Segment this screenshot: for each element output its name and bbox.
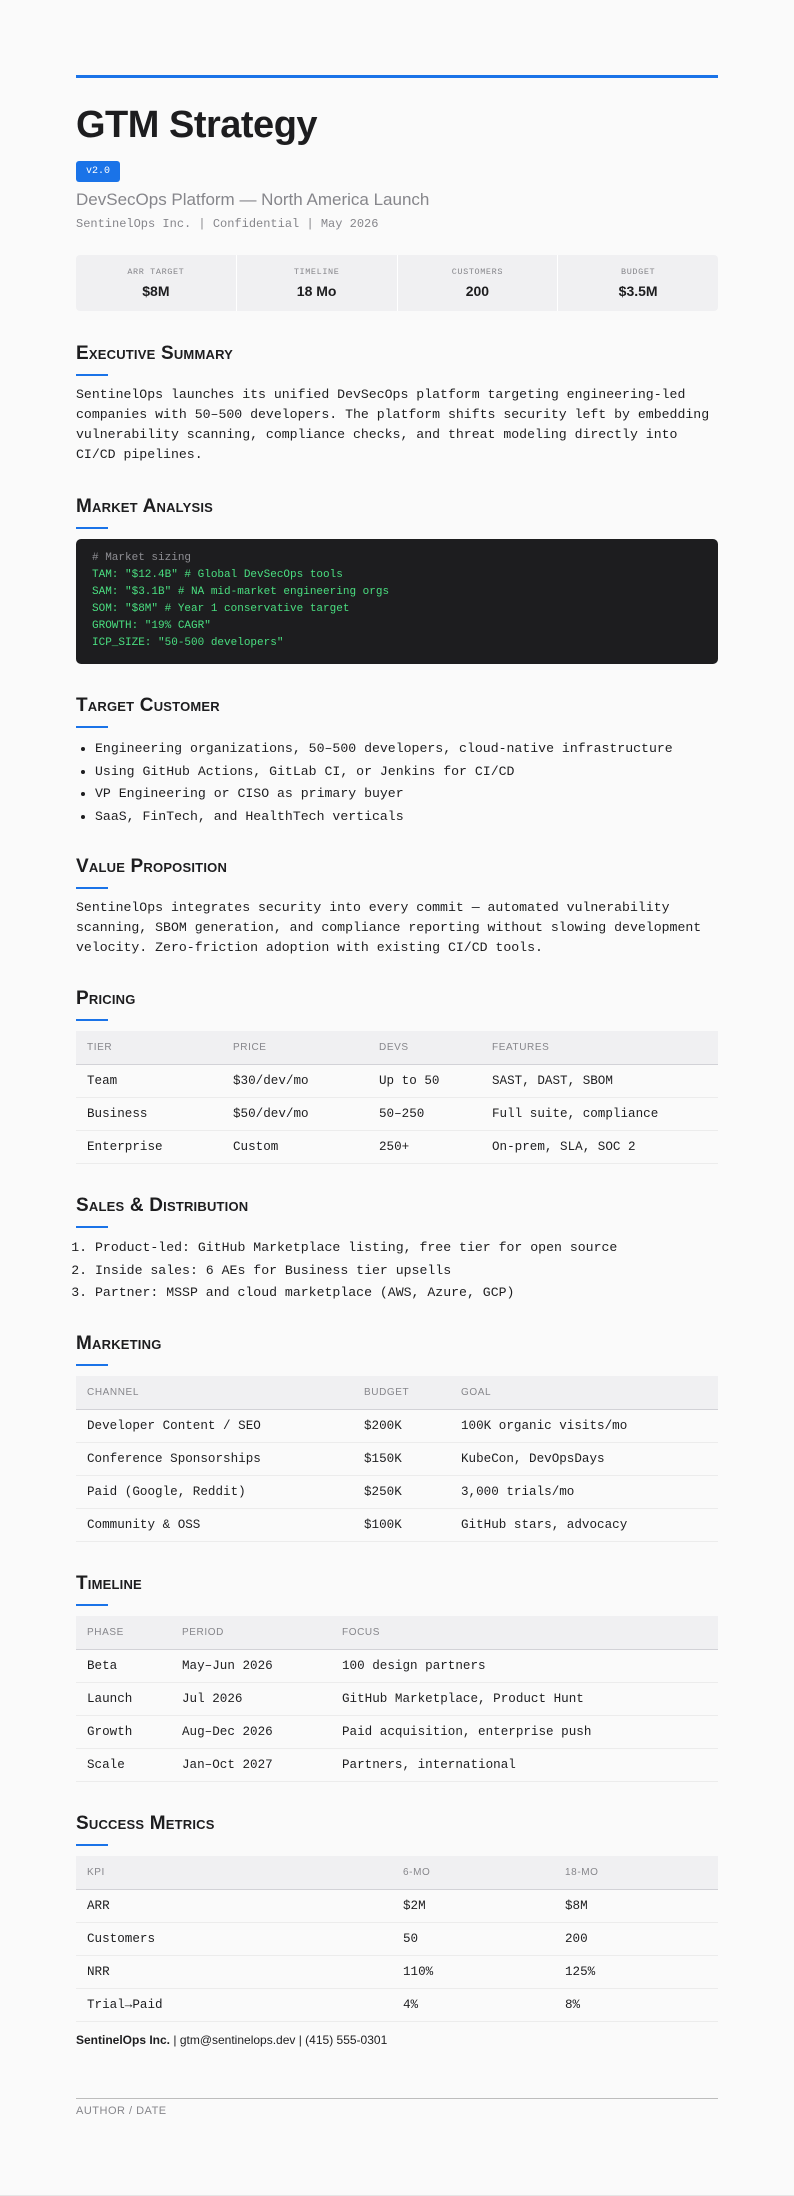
stat-label: BUDGET xyxy=(621,267,656,277)
section-heading: Pricing xyxy=(76,988,136,1009)
table-cell: 4% xyxy=(392,1989,554,2022)
code-line: GROWTH: "19% CAGR" xyxy=(92,620,211,632)
column-header: FEATURES xyxy=(481,1031,718,1065)
table-header-row xyxy=(76,1376,718,1410)
table-cell: 125% xyxy=(554,1956,718,1989)
column-header: DEVS xyxy=(368,1031,481,1065)
code-line: SOM: "$8M" # Year 1 conservative target xyxy=(92,603,350,615)
table-cell: 100K organic visits/mo xyxy=(450,1410,718,1443)
list-item: • SaaS, FinTech, and HealthTech verticals xyxy=(95,806,718,829)
section-target-customer xyxy=(76,695,718,828)
author-date-label: AUTHOR / DATE xyxy=(76,2105,167,2117)
section-value-proposition xyxy=(76,856,718,958)
table-cell: $250K xyxy=(353,1476,450,1509)
table-cell: 250+ xyxy=(368,1131,481,1164)
heading-underline xyxy=(76,1364,108,1366)
footer-company: SentinelOps Inc. xyxy=(76,2033,171,2047)
table-row xyxy=(76,1098,718,1131)
table-row xyxy=(76,1749,718,1782)
table-cell: Paid acquisition, enterprise push xyxy=(331,1716,718,1749)
table-cell: $8M xyxy=(554,1890,718,1923)
table-cell: Aug–Dec 2026 xyxy=(171,1716,331,1749)
table-cell: ARR xyxy=(76,1890,392,1923)
code-line: SAM: "$3.1B" # NA mid-market engineering orgs xyxy=(92,586,390,598)
table-cell: Custom xyxy=(222,1131,368,1164)
stat-value: 18 Mo xyxy=(296,283,337,299)
section-heading: Value Proposition xyxy=(76,856,228,877)
market-sizing-code-block xyxy=(76,539,718,664)
heading-underline xyxy=(76,1019,108,1021)
stat-label: ARR TARGET xyxy=(127,267,185,277)
column-header: CHANNEL xyxy=(76,1376,353,1410)
section-heading: Target Customer xyxy=(76,695,220,716)
column-header: PERIOD xyxy=(171,1616,331,1650)
table-cell: $50/dev/mo xyxy=(222,1098,368,1131)
table-header-row xyxy=(76,1031,718,1065)
table-cell: Launch xyxy=(76,1683,171,1716)
column-header: 6-MO xyxy=(392,1856,554,1890)
marketing-table xyxy=(76,1376,718,1542)
table-row xyxy=(76,1650,718,1683)
table-header-row xyxy=(76,1856,718,1890)
table-row xyxy=(76,1989,718,2022)
table-row xyxy=(76,1683,718,1716)
signature-line xyxy=(76,2098,718,2099)
table-row xyxy=(76,1956,718,1989)
top-accent-rule xyxy=(76,75,718,78)
stat-label: CUSTOMERS xyxy=(451,267,504,277)
table-cell: $100K xyxy=(353,1509,450,1542)
section-executive-summary xyxy=(76,343,718,465)
sales-channel-list xyxy=(76,1237,718,1305)
stat-value: $3.5M xyxy=(618,283,658,299)
code-line: ICP_SIZE: "50-500 developers" xyxy=(92,637,284,649)
code-line: TAM: "$12.4B" # Global DevSecOps tools xyxy=(92,569,343,581)
table-cell: Customers xyxy=(76,1923,392,1956)
table-cell: Trial→Paid xyxy=(76,1989,392,2022)
heading-underline xyxy=(76,527,108,529)
table-cell: Jul 2026 xyxy=(171,1683,331,1716)
column-header: PRICE xyxy=(222,1031,368,1065)
heading-underline xyxy=(76,1604,108,1606)
list-item: 3. Partner: MSSP and cloud marketplace (AWS, Azure, GCP) xyxy=(95,1282,718,1305)
footer-contact-details: | gtm@sentinelops.dev | (415) 555-0301 xyxy=(170,2033,388,2047)
stat-arr-target xyxy=(76,255,237,311)
timeline-table xyxy=(76,1616,718,1782)
stat-value: $8M xyxy=(142,283,170,299)
section-heading: Timeline xyxy=(76,1573,142,1594)
table-row xyxy=(76,1443,718,1476)
table-cell: Beta xyxy=(76,1650,171,1683)
target-customer-list xyxy=(76,738,718,828)
success-metrics-table xyxy=(76,1856,718,2022)
document-meta: SentinelOps Inc. | Confidential | May 2026 xyxy=(76,217,379,231)
footer-contact xyxy=(76,2033,387,2047)
table-cell: Growth xyxy=(76,1716,171,1749)
section-pricing xyxy=(76,988,718,1164)
table-cell: $150K xyxy=(353,1443,450,1476)
section-heading: Marketing xyxy=(76,1333,162,1354)
table-cell: 50 xyxy=(392,1923,554,1956)
heading-underline xyxy=(76,1226,108,1228)
table-cell: $200K xyxy=(353,1410,450,1443)
stat-customers xyxy=(398,255,559,311)
table-row xyxy=(76,1923,718,1956)
stat-timeline xyxy=(237,255,398,311)
section-heading: Sales & Distribution xyxy=(76,1195,249,1216)
heading-underline xyxy=(76,374,108,376)
table-cell: Business xyxy=(76,1098,222,1131)
table-cell: 100 design partners xyxy=(331,1650,718,1683)
table-cell: SAST, DAST, SBOM xyxy=(481,1065,718,1098)
table-cell: $30/dev/mo xyxy=(222,1065,368,1098)
stat-label: TIMELINE xyxy=(293,267,340,277)
page-subtitle: DevSecOps Platform — North America Launch xyxy=(76,190,430,209)
list-item: • Using GitHub Actions, GitLab CI, or Jenkins for CI/CD xyxy=(95,761,718,784)
value-proposition-text: SentinelOps integrates security into every commit — automated vulnerability scanning, SBOM generation, and compliance reporting without slowing development velocity. Zero-friction adoption with existing CI/CD tools. xyxy=(76,900,702,955)
table-cell: 200 xyxy=(554,1923,718,1956)
pricing-table xyxy=(76,1031,718,1164)
column-header: TIER xyxy=(76,1031,222,1065)
table-cell: May–Jun 2026 xyxy=(171,1650,331,1683)
table-cell: Community & OSS xyxy=(76,1509,353,1542)
table-cell: Full suite, compliance xyxy=(481,1098,718,1131)
heading-underline xyxy=(76,1844,108,1846)
list-item: 2. Inside sales: 6 AEs for Business tier upsells xyxy=(95,1260,718,1283)
executive-summary-text: SentinelOps launches its unified DevSecOps platform targeting engineering-led companies with 50–500 developers. The platform shifts security left by embedding vulnerability scanning, compliance checks, and threat modeling directly into CI/CD pipelines. xyxy=(76,387,710,462)
list-item: • Engineering organizations, 50–500 developers, cloud-native infrastructure xyxy=(95,738,718,761)
section-heading: Market Analysis xyxy=(76,496,214,517)
table-cell: 3,000 trials/mo xyxy=(450,1476,718,1509)
table-cell: Jan–Oct 2027 xyxy=(171,1749,331,1782)
section-heading: Success Metrics xyxy=(76,1813,215,1834)
table-cell: 110% xyxy=(392,1956,554,1989)
table-row xyxy=(76,1410,718,1443)
table-row xyxy=(76,1131,718,1164)
version-badge: v2.0 xyxy=(76,161,120,182)
table-row xyxy=(76,1890,718,1923)
table-cell: Developer Content / SEO xyxy=(76,1410,353,1443)
table-row xyxy=(76,1476,718,1509)
key-stats-bar xyxy=(76,255,718,311)
table-cell: GitHub stars, advocacy xyxy=(450,1509,718,1542)
section-success-metrics xyxy=(76,1813,718,2022)
table-row xyxy=(76,1509,718,1542)
table-cell: Up to 50 xyxy=(368,1065,481,1098)
list-item: • VP Engineering or CISO as primary buyer xyxy=(95,783,718,806)
table-cell: 8% xyxy=(554,1989,718,2022)
code-comment: # Market sizing xyxy=(92,552,192,564)
table-cell: Paid (Google, Reddit) xyxy=(76,1476,353,1509)
table-row xyxy=(76,1065,718,1098)
section-marketing xyxy=(76,1333,718,1542)
table-cell: $2M xyxy=(392,1890,554,1923)
table-cell: Team xyxy=(76,1065,222,1098)
section-timeline xyxy=(76,1573,718,1782)
table-cell: 50–250 xyxy=(368,1098,481,1131)
table-cell: Scale xyxy=(76,1749,171,1782)
section-heading: Executive Summary xyxy=(76,343,234,364)
heading-underline xyxy=(76,887,108,889)
table-cell: Enterprise xyxy=(76,1131,222,1164)
table-cell: GitHub Marketplace, Product Hunt xyxy=(331,1683,718,1716)
column-header: KPI xyxy=(76,1856,392,1890)
stat-budget xyxy=(558,255,718,311)
column-header: BUDGET xyxy=(353,1376,450,1410)
table-row xyxy=(76,1716,718,1749)
table-header-row xyxy=(76,1616,718,1650)
section-sales-distribution xyxy=(76,1195,718,1305)
table-cell: Partners, international xyxy=(331,1749,718,1782)
table-cell: Conference Sponsorships xyxy=(76,1443,353,1476)
page-title: GTM Strategy xyxy=(76,104,318,146)
column-header: PHASE xyxy=(76,1616,171,1650)
section-market-analysis xyxy=(76,496,718,664)
stat-value: 200 xyxy=(465,283,490,299)
table-cell: NRR xyxy=(76,1956,392,1989)
table-cell: KubeCon, DevOpsDays xyxy=(450,1443,718,1476)
heading-underline xyxy=(76,726,108,728)
table-cell: On-prem, SLA, SOC 2 xyxy=(481,1131,718,1164)
column-header: 18-MO xyxy=(554,1856,718,1890)
column-header: FOCUS xyxy=(331,1616,718,1650)
column-header: GOAL xyxy=(450,1376,718,1410)
list-item: 1. Product-led: GitHub Marketplace listing, free tier for open source xyxy=(95,1237,718,1260)
